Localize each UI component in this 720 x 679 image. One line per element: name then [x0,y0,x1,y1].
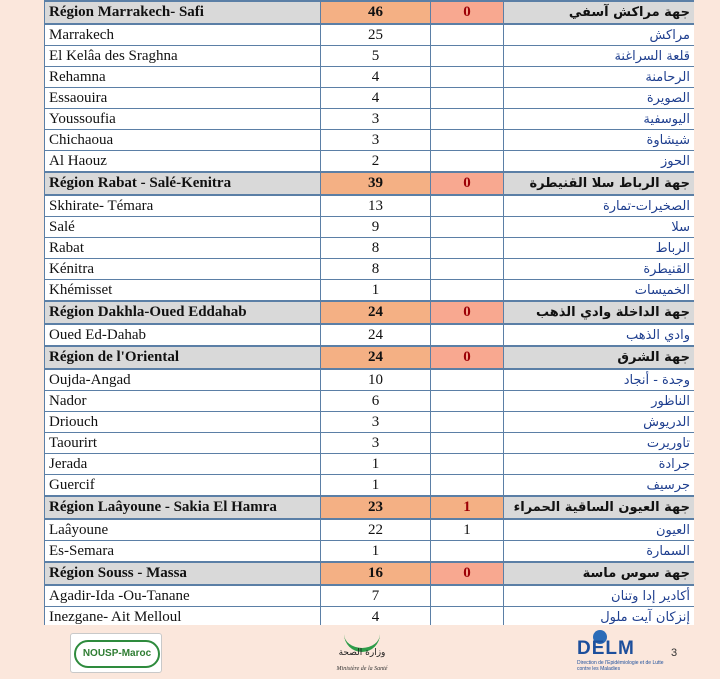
table-row [45,607,695,626]
table-row [45,151,695,173]
province-extra [431,217,504,238]
province-name-ar: الرباط [504,238,695,259]
province-cases: 8 [321,259,431,280]
region-name-ar: جهة الداخلة وادي الذهب [504,301,695,324]
region-name: Région Laâyoune - Sakia El Hamra [45,496,321,519]
province-name-ar: إنزكان آيت ملول [504,607,695,626]
ministry-logo [326,626,398,678]
table-row [45,88,695,109]
table-row [45,475,695,497]
table-row [45,454,695,475]
table-row [45,369,695,391]
province-name-ar: الدريوش [504,412,695,433]
table-row [45,24,695,46]
region-name-ar: جهة الشرق [504,346,695,369]
province-extra [431,607,504,626]
province-cases: 3 [321,109,431,130]
province-name-ar: الناظور [504,391,695,412]
province-name-ar: الصويرة [504,88,695,109]
delm-logo-subtitle: Direction de l'Epidémiologie et de Lutte contre les Maladies [577,660,664,672]
region-name-ar: جهة مراكش آسفي [504,1,695,24]
province-name: Inezgane- Ait Melloul [45,607,321,626]
region-recovered: 0 [431,562,504,585]
province-cases: 13 [321,195,431,217]
ministry-name-fr: Ministère de la Santé [336,666,388,672]
province-name-ar: الحوز [504,151,695,173]
province-name: Khémisset [45,280,321,302]
province-extra [431,280,504,302]
province-cases: 4 [321,67,431,88]
province-name: El Kelâa des Sraghna [45,46,321,67]
region-name-ar: جهة سوس ماسة [504,562,695,585]
region-name-ar: جهة العيون الساقية الحمراء [504,496,695,519]
region-name: Région de l'Oriental [45,346,321,369]
province-cases: 9 [321,217,431,238]
nousp-logo [70,633,162,673]
province-name-ar: الرحامنة [504,67,695,88]
table-row [45,217,695,238]
region-total: 23 [321,496,431,519]
table-row [45,280,695,302]
province-name-ar: جرسيف [504,475,695,497]
province-extra [431,109,504,130]
province-name: Guercif [45,475,321,497]
region-row [45,562,695,585]
table-row [45,195,695,217]
province-cases: 25 [321,24,431,46]
table-row [45,259,695,280]
province-cases: 1 [321,475,431,497]
region-name: Région Souss - Massa [45,562,321,585]
province-name: Taourirt [45,433,321,454]
region-total: 39 [321,172,431,195]
province-name: Agadir-Ida -Ou-Tanane [45,585,321,607]
province-cases: 5 [321,46,431,67]
region-total: 24 [321,301,431,324]
province-extra [431,475,504,497]
region-recovered: 0 [431,301,504,324]
province-name-ar: شيشاوة [504,130,695,151]
province-cases: 1 [321,454,431,475]
table-row [45,541,695,563]
ministry-name-ar: وزارة الصحة [338,648,386,658]
province-name: Chichaoua [45,130,321,151]
province-name: Skhirate- Témara [45,195,321,217]
province-name: Salé [45,217,321,238]
province-extra [431,433,504,454]
province-extra [431,369,504,391]
table-row [45,109,695,130]
province-name: Es-Semara [45,541,321,563]
province-extra [431,454,504,475]
province-extra [431,130,504,151]
province-extra [431,324,504,346]
delm-logo [577,630,669,676]
province-extra [431,46,504,67]
province-name-ar: وجدة - أنجاد [504,369,695,391]
table-row [45,391,695,412]
province-name-ar: أكادير إدا وتنان [504,585,695,607]
province-name: Rehamna [45,67,321,88]
province-name: Oujda-Angad [45,369,321,391]
province-cases: 8 [321,238,431,259]
province-name-ar: اليوسفية [504,109,695,130]
table-row [45,519,695,541]
province-extra [431,391,504,412]
cases-table [44,0,694,625]
province-name-ar: السمارة [504,541,695,563]
region-recovered: 0 [431,1,504,24]
province-extra [431,259,504,280]
province-cases: 24 [321,324,431,346]
province-name: Rabat [45,238,321,259]
province-cases: 7 [321,585,431,607]
region-name: Région Marrakech- Safi [45,1,321,24]
province-name-ar: سلا [504,217,695,238]
province-name: Youssoufia [45,109,321,130]
region-recovered: 0 [431,346,504,369]
region-row [45,496,695,519]
cases-table-body [45,1,695,625]
table-row [45,46,695,67]
province-name-ar: قلعة السراغنة [504,46,695,67]
province-extra: 1 [431,519,504,541]
province-name: Driouch [45,412,321,433]
region-row [45,346,695,369]
province-name-ar: الخميسات [504,280,695,302]
region-total: 16 [321,562,431,585]
region-row [45,301,695,324]
province-extra [431,585,504,607]
province-cases: 4 [321,607,431,626]
province-name: Essaouira [45,88,321,109]
province-extra [431,151,504,173]
region-row [45,1,695,24]
province-cases: 3 [321,130,431,151]
province-name: Kénitra [45,259,321,280]
region-name: Région Dakhla-Oued Eddahab [45,301,321,324]
province-name: Nador [45,391,321,412]
province-name-ar: جرادة [504,454,695,475]
nousp-logo-text: NOUSP-Maroc [74,640,160,668]
province-name: Laâyoune [45,519,321,541]
province-cases: 6 [321,391,431,412]
province-extra [431,88,504,109]
province-cases: 3 [321,433,431,454]
region-recovered: 0 [431,172,504,195]
province-name-ar: القنيطرة [504,259,695,280]
province-extra [431,67,504,88]
province-cases: 10 [321,369,431,391]
province-extra [431,24,504,46]
table-row [45,433,695,454]
table-row [45,585,695,607]
province-name-ar: تاوريرت [504,433,695,454]
table-row [45,324,695,346]
province-extra [431,195,504,217]
data-sheet [44,0,694,625]
region-total: 46 [321,1,431,24]
region-name-ar: جهة الرباط سلا القنيطرة [504,172,695,195]
province-cases: 4 [321,88,431,109]
province-name-ar: مراكش [504,24,695,46]
province-name: Oued Ed-Dahab [45,324,321,346]
table-row [45,67,695,88]
table-row [45,238,695,259]
province-name-ar: الصخيرات-تمارة [504,195,695,217]
province-extra [431,541,504,563]
table-row [45,130,695,151]
delm-logo-text: DELM [577,638,635,659]
region-total: 24 [321,346,431,369]
province-extra [431,238,504,259]
region-name: Région Rabat - Salé-Kenitra [45,172,321,195]
page-number: 3 [670,647,678,659]
province-cases: 1 [321,280,431,302]
province-cases: 1 [321,541,431,563]
province-extra [431,412,504,433]
province-cases: 2 [321,151,431,173]
table-row [45,412,695,433]
region-recovered: 1 [431,496,504,519]
province-name: Jerada [45,454,321,475]
province-cases: 22 [321,519,431,541]
province-name: Al Haouz [45,151,321,173]
province-name-ar: العيون [504,519,695,541]
region-row [45,172,695,195]
province-name: Marrakech [45,24,321,46]
province-name-ar: وادي الذهب [504,324,695,346]
province-cases: 3 [321,412,431,433]
